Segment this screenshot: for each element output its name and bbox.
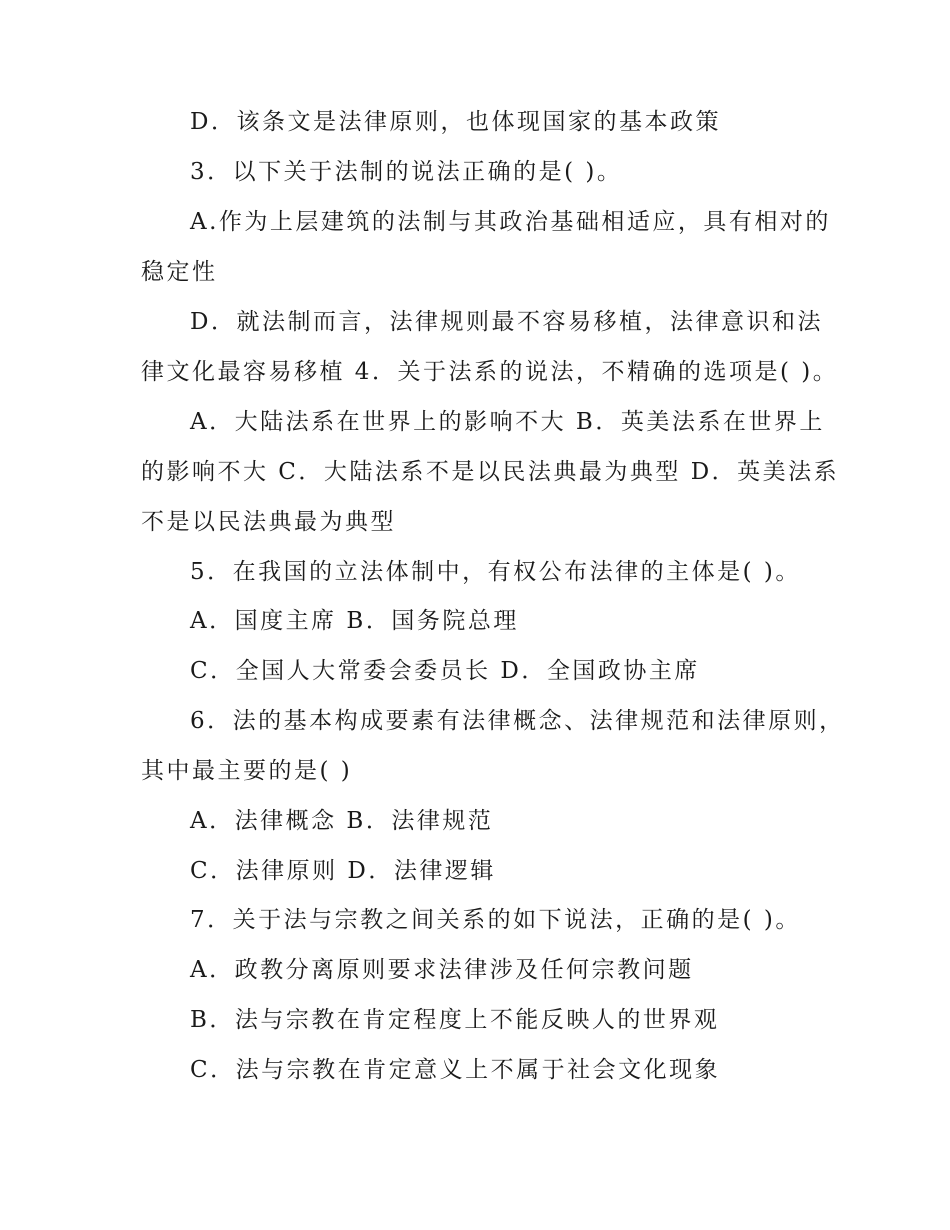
- text-line: A．大陆法系在世界上的影响不大 B．英美法系在世界上: [190, 409, 825, 435]
- text-line: A．国度主席 B．国务院总理: [190, 608, 519, 634]
- text-line: C．法与宗教在肯定意义上不属于社会文化现象: [190, 1057, 721, 1083]
- question-7: 7．关于法与宗教之间关系的如下说法，正确的是( )。: [190, 907, 801, 933]
- text-line: 不是以民法典最为典型: [141, 509, 396, 535]
- text-line: A．政教分离原则要求法律涉及任何宗教问题: [190, 957, 694, 983]
- question-6: 6．法的基本构成要素有法律概念、法律规范和法律原则，: [190, 708, 845, 734]
- question-3: 3．以下关于法制的说法正确的是( )。: [190, 159, 623, 185]
- text-line: C．法律原则 D．法律逻辑: [190, 858, 496, 884]
- text-line: D．就法制而言，法律规则最不容易移植，法律意识和法: [190, 309, 823, 335]
- text-line: A.作为上层建筑的法制与其政治基础相适应，具有相对的: [190, 209, 831, 235]
- text-line: C．全国人大常委会委员长 D．全国政协主席: [190, 658, 700, 684]
- text-line: A．法律概念 B．法律规范: [190, 808, 494, 834]
- question-4: 律文化最容易移植 4．关于法系的说法，不精确的选项是( )。: [141, 359, 839, 385]
- text-line: B．法与宗教在肯定程度上不能反映人的世界观: [190, 1007, 720, 1033]
- question-5: 5．在我国的立法体制中，有权公布法律的主体是( )。: [190, 559, 801, 585]
- text-line: 的影响不大 C．大陆法系不是以民法典最为典型 D．英美法系: [141, 459, 840, 485]
- text-line: 其中最主要的是( ): [141, 758, 353, 784]
- text-line: D．该条文是法律原则，也体现国家的基本政策: [190, 109, 721, 135]
- text-line: 稳定性: [141, 259, 218, 285]
